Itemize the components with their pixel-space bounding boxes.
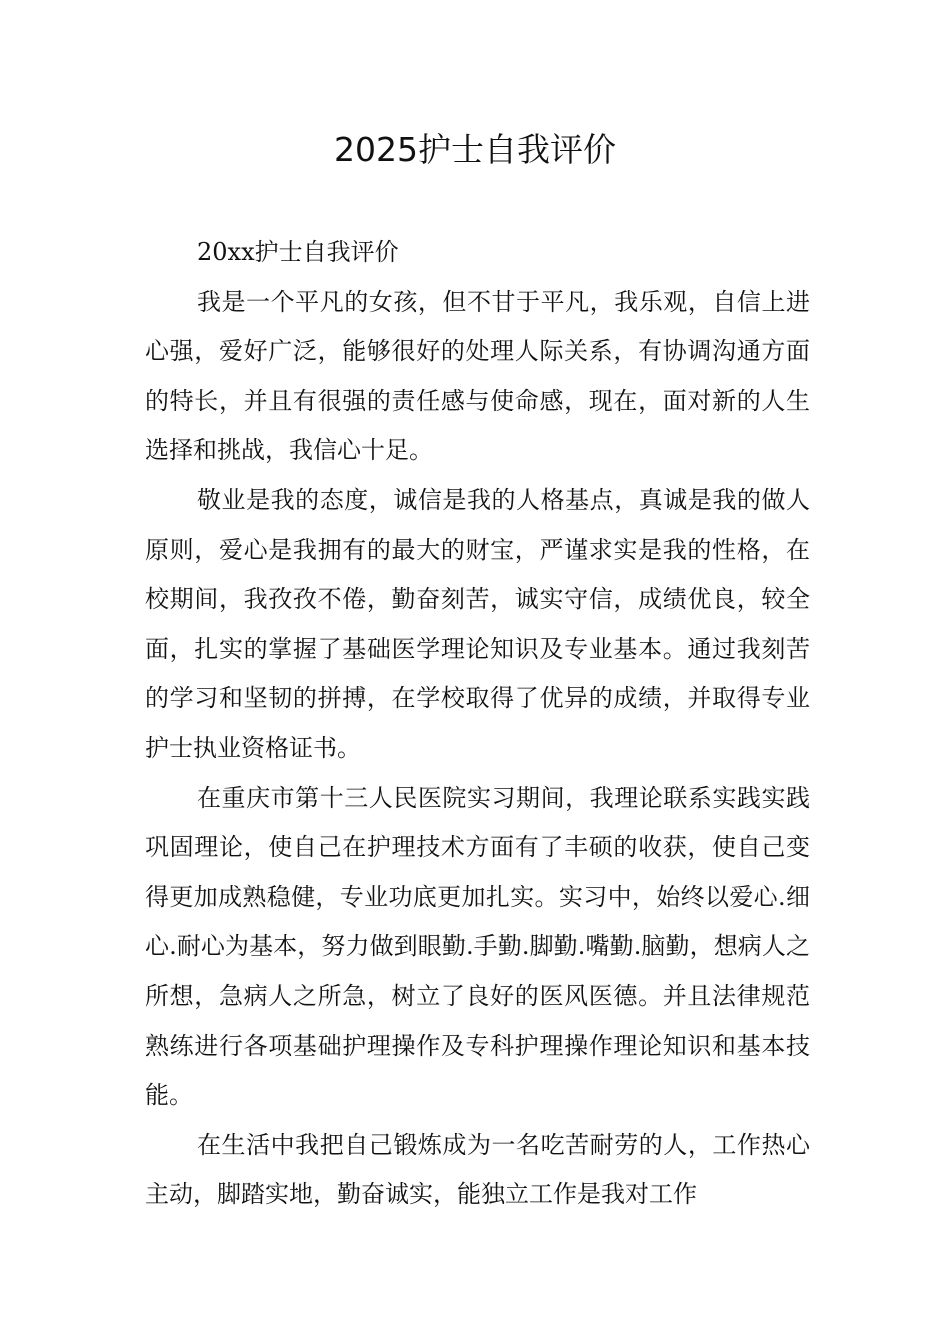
document-body — [145, 228, 810, 1220]
paragraph-character: 敬业是我的态度，诚信是我的人格基点，真诚是我的做人原则，爱心是我拥有的最大的财宝，严谨求实是我的性格，在校期间，我孜孜不倦，勤奋刻苦，诚实守信，成绩优良，较全面，扎实的掌握了基础医学理论知识及专业基本。通过我刻苦的学习和坚韧的拼搏，在学校取得了优异的成绩，并取得专业护士执业资格证书。 — [145, 485, 810, 762]
paragraph-intro: 我是一个平凡的女孩，但不甘于平凡，我乐观，自信上进心强，爱好广泛，能够很好的处理人际关系，有协调沟通方面的特长，并且有很强的责任感与使命感，现在，面对新的人生选择和挑战，我信心十足。 — [145, 287, 810, 465]
document-subtitle: 20xx护士自我评价 — [197, 238, 399, 266]
paragraph-internship: 在重庆市第十三人民医院实习期间，我理论联系实践实践巩固理论，使自己在护理技术方面有了丰硕的收获，使自己变得更加成熟稳健，专业功底更加扎实。实习中，始终以爱心.细心.耐心为基本，努力做到眼勤.手勤.脚勤.嘴勤.脑勤，想病人之所想，急病人之所急，树立了良好的医风医德。并且法律规范熟练进行各项基础护理操作及专科护理操作理论知识和基本技能。 — [145, 783, 810, 1110]
paragraph-life: 在生活中我把自己锻炼成为一名吃苦耐劳的人，工作热心主动，脚踏实地，勤奋诚实，能独立工作是我对工作 — [145, 1130, 810, 1209]
document-title: 2025护士自我评价 — [334, 130, 616, 169]
